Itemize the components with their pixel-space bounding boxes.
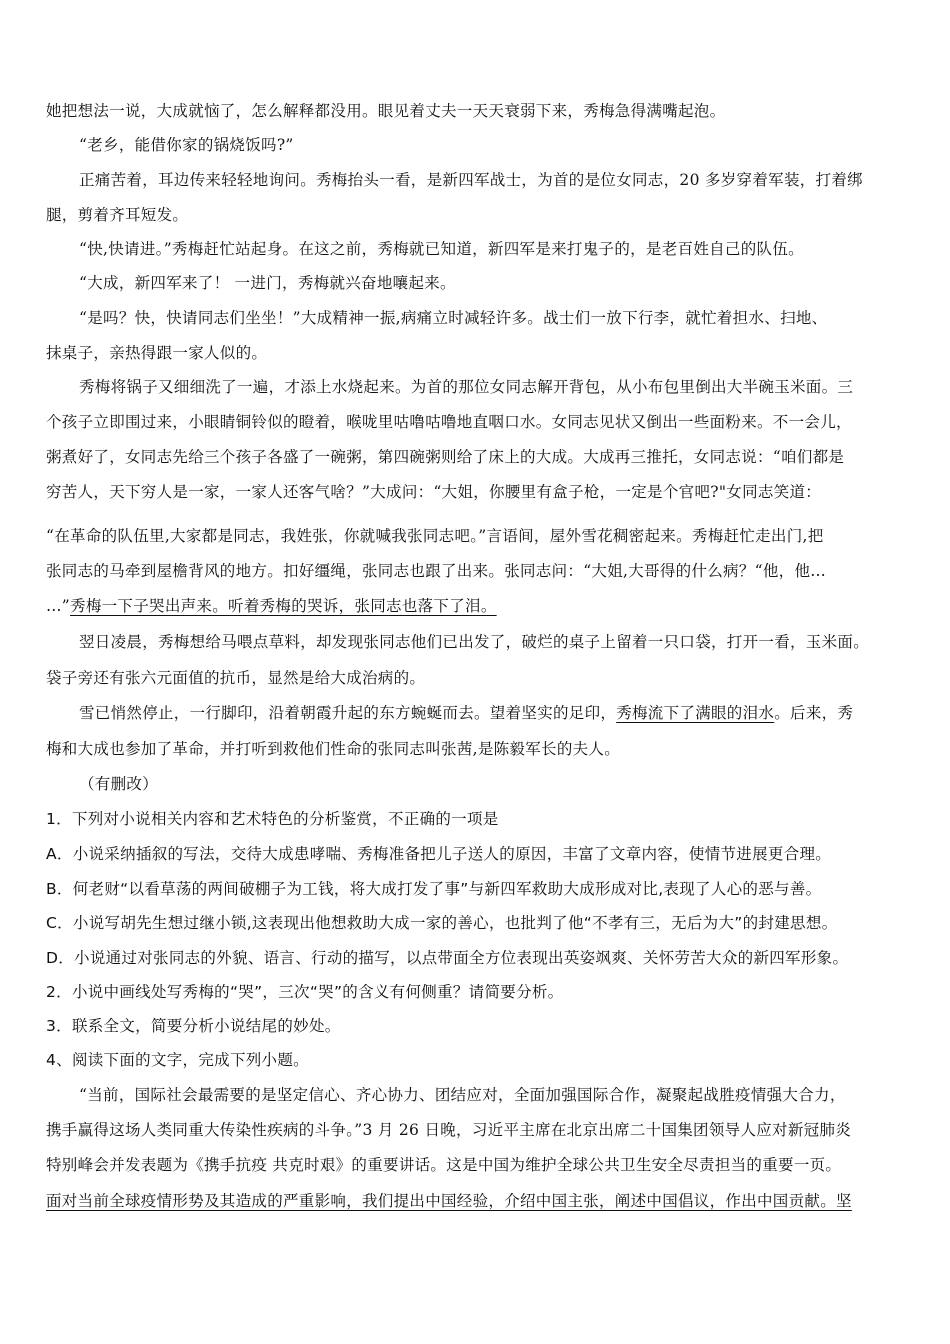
story-paragraph: 翌日凌晨，秀梅想给马喂点草料，却发现张同志他们已出发了，破烂的桌子上留着一只口袋，打开一看，玉米面。 (79, 633, 870, 651)
story-paragraph: 粥煮好了，女同志先给三个孩子各盛了一碗粥，第四碗粥则给了床上的大成。大成再三推托，女同志说：“咱们都是 (46, 448, 845, 466)
story-paragraph: 张同志的马牵到屋檐背风的地方。扣好缰绳，张同志也跟了出来。张同志问：“大姐,大哥得的什么病？“他，他… (46, 562, 827, 580)
question-2: 2．小说中画线处写秀梅的“哭”，三次“哭”的含义有何侧重？请简要分析。 (46, 983, 564, 1001)
story-text: 。后来，秀 (774, 704, 854, 722)
story-paragraph: “老乡，能借你家的锅烧饭吗?” (79, 136, 294, 154)
passage-paragraph: “当前，国际社会最需要的是坚定信心、齐心协力、团结应对，全面加强国际合作，凝聚起战胜疫情强大合力， (79, 1086, 846, 1104)
underlined-cry-2: 秀梅流下了满眼的泪水 (616, 704, 775, 722)
passage-paragraph: 特别峰会并发表题为《携手抗疫 共克时艰》的重要讲话。这是中国为维护全球公共卫生安全尽责担当的重要一页。 (46, 1156, 842, 1174)
story-paragraph: 秀梅将锅子又细细洗了一遍，才添上水烧起来。为首的那位女同志解开背包，从小布包里倒出大半碗玉米面。三 (79, 378, 854, 396)
story-paragraph: 抹桌子，亲热得跟一家人似的。 (46, 344, 268, 362)
option-b: B．何老财“以看草荡的两间破棚子为工钱，将大成打发了事”与新四军救助大成形成对比,表现了人心的恶与善。 (46, 880, 822, 898)
passage-paragraph: 携手赢得这场人类同重大传染性疾病的斗争。”3 月 26 日晚，习近平主席在北京出席二十国集团领导人应对新冠肺炎 (46, 1121, 852, 1139)
option-a: A．小说采纳插叙的写法，交待大成患哮喘、秀梅准备把儿子送人的原因，丰富了文章内容，使情节进展更合理。 (46, 845, 832, 863)
option-c: C．小说写胡先生想过继小锁,这表现出他想救助大成一家的善心，也批判了他“不孝有三，无后为大”的封建思想。 (46, 914, 838, 932)
story-paragraph: “在革命的队伍里,大家都是同志，我姓张，你就喊我张同志吧。”言语间，屋外雪花稠密起来。秀梅赶忙走出门,把 (46, 527, 824, 545)
passage-underlined-line: 面对当前全球疫情形势及其造成的严重影响，我们提出中国经验，介绍中国主张，阐述中国倡议，作出中国贡献。坚 (46, 1192, 852, 1210)
story-paragraph: 袋子旁还有张六元面值的抗币，显然是给大成治病的。 (46, 669, 426, 687)
story-paragraph: 腿，剪着齐耳短发。 (46, 206, 189, 224)
story-paragraph: 正痛苦着，耳边传来轻轻地询问。秀梅抬头一看，是新四军战士，为首的是位女同志，20 多岁穿着军装，打着绑 (79, 171, 863, 189)
source-note: （有删改） (79, 775, 159, 793)
question-3: 3．联系全文，简要分析小说结尾的妙处。 (46, 1017, 341, 1035)
story-text: …” (46, 597, 71, 615)
story-paragraph (79, 702, 853, 724)
story-paragraph: 梅和大成也参加了革命，并打听到救他们性命的张同志叫张茜,是陈毅军长的夫人。 (46, 740, 621, 758)
story-paragraph: 个孩子立即围过来，小眼睛铜铃似的瞪着，喉咙里咕噜咕噜地直咽口水。女同志见状又倒出一些面粉来。不一会儿， (46, 413, 852, 431)
story-paragraph: “是吗？快，快请同志们坐坐！”大成精神一振,病痛立时减轻许多。战士们一放下行李，就忙着担水、扫地、 (79, 309, 828, 327)
story-paragraph: “大成，新四军来了！ 一进门，秀梅就兴奋地嚷起来。 (79, 274, 456, 292)
story-text: 雪已悄然停止，一行脚印，沿着朝霞升起的东方蜿蜒而去。望着坚实的足印， (79, 704, 617, 722)
story-paragraph: 她把想法一说，大成就恼了，怎么解释都没用。眼见着丈夫一天天衰弱下来，秀梅急得满嘴起泡。 (46, 102, 726, 120)
option-d: D．小说通过对张同志的外貌、语言、行动的描写，以点带面全方位表现出英姿飒爽、关怀劳苦大众的新四军形象。 (46, 949, 849, 967)
story-paragraph: “快,快请进。”秀梅赶忙站起身。在这之前，秀梅就已知道，新四军是来打鬼子的，是老百姓自己的队伍。 (79, 240, 804, 258)
story-paragraph: 穷苦人，天下穷人是一家，一家人还客气啥？”大成问：“大姐，你腰里有盒子枪，一定是个官吧?"女同志笑道： (46, 483, 822, 501)
underlined-cry-1: 秀梅一下子哭出声来。听着秀梅的哭诉，张同志也落下了泪。 (70, 597, 497, 615)
question-1: 1．下列对小说相关内容和艺术特色的分析鉴赏，不正确的一项是 (46, 810, 499, 828)
story-paragraph (46, 595, 497, 617)
question-4: 4、阅读下面的文字，完成下列小题。 (46, 1051, 309, 1069)
